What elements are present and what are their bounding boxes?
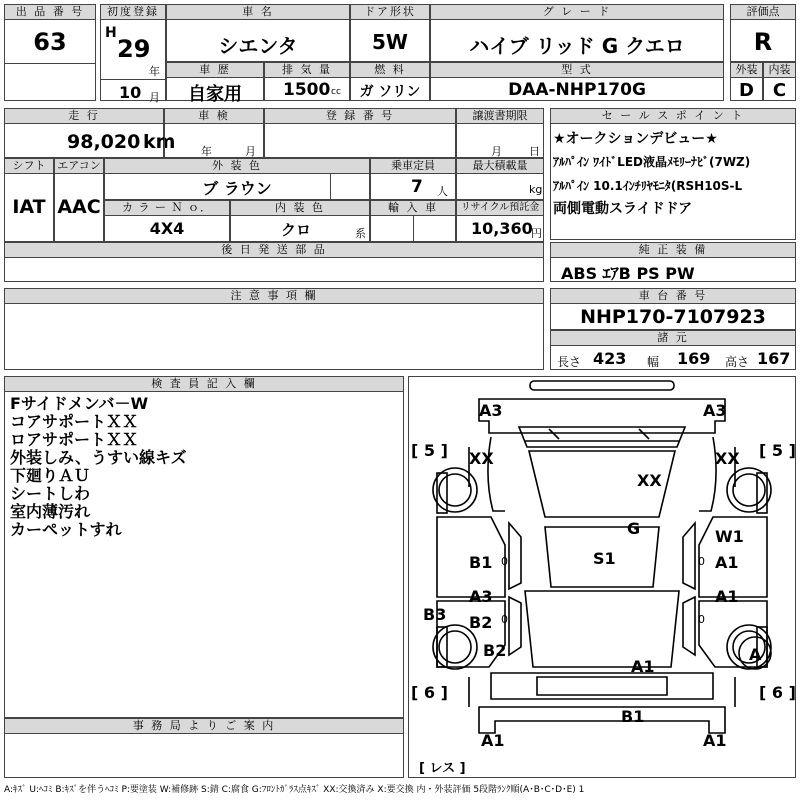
sales-point-line: ｱﾙﾊﾟｲﾝ 10.1ｲﾝﾁﾘﾔﾓﾆﾀ(RSH10S-L xyxy=(553,179,743,193)
dimensions-label: 諸 元 xyxy=(551,331,795,346)
shift-label: シフト xyxy=(5,159,53,174)
damage-mark-rear-glass: A1 xyxy=(631,657,655,676)
car-name-value: シエンタ xyxy=(218,34,298,58)
sales-points-box xyxy=(550,108,796,240)
grade-value: ハイブ リッド G クエロ xyxy=(469,34,685,58)
aircon-value: AAC xyxy=(57,196,101,218)
damage-mark-rear-bumper-left: A1 xyxy=(481,731,505,750)
color-number-label: カ ラ ー Ｎ ｏ． xyxy=(105,201,229,216)
legend-text: A:ｷｽﾞ U:ﾍｺﾐ B:ｷｽﾞを伴うﾍｺﾐ P:要塗装 W:補修跡 S:錆 C:腐食 G:ﾌﾛﾝﾄｶﾞﾗｽ点ｷｽﾞ XX:交換済み X:要交換 内・外装評価 5段階ﾗﾝｸ順(A･B･C･D･E) 1 xyxy=(4,785,585,795)
width-label: 幅 xyxy=(647,355,660,369)
shift-box xyxy=(4,158,54,242)
length-label: 長さ xyxy=(557,355,582,369)
genuine-equipment-box xyxy=(550,242,796,282)
transfer-deadline-box xyxy=(456,108,544,158)
width-value: 169 xyxy=(677,349,711,368)
damage-mark-left-fender: XX xyxy=(469,449,494,468)
inspector-note: ロアサポートＸＸ xyxy=(10,430,139,449)
inspector-note: 外装しみ、うすい線キズ xyxy=(10,448,187,467)
exterior-grade-box xyxy=(730,62,763,101)
displacement-label: 排 気 量 xyxy=(265,63,349,78)
interior-grade-box xyxy=(763,62,796,101)
lot-number-label: 出 品 番 号 xyxy=(5,5,95,20)
damage-mark-hood: XX xyxy=(637,471,662,490)
damage-mark-windshield: G xyxy=(627,519,641,538)
inspector-note: 室内薄汚れ xyxy=(10,502,91,521)
interior-color-box xyxy=(230,200,370,242)
recycle-value: 10,360 xyxy=(471,219,533,238)
model-code-box xyxy=(430,62,724,101)
capacity-unit: 人 xyxy=(437,185,448,198)
damage-mark-front-left: A3 xyxy=(479,401,503,420)
damage-mark-left-rear-door-1: A3 xyxy=(469,587,493,606)
bracket-rear-right: [ 6 ] xyxy=(759,683,796,702)
interior-color-label: 内 装 色 xyxy=(231,201,369,216)
score-label: 評価点 xyxy=(731,5,795,20)
grade-box xyxy=(430,4,724,62)
max-load-label: 最大積載量 xyxy=(457,159,543,174)
damage-mark-right-front-door-1: W1 xyxy=(715,527,744,546)
mileage-unit: km xyxy=(143,131,176,153)
door-type-label: ドア形状 xyxy=(351,5,429,20)
damage-mark-roof: S1 xyxy=(593,549,616,568)
height-label: 高さ xyxy=(725,355,750,369)
model-code-value: DAA-NHP170G xyxy=(508,80,646,100)
dimensions-box xyxy=(550,330,796,370)
bracket-front-left: [ 5 ] xyxy=(411,441,448,460)
interior-grade-value: C xyxy=(772,80,787,101)
damage-mark-right-rear-door: A1 xyxy=(715,587,739,606)
aircon-box xyxy=(54,158,104,242)
sales-points-label: セ ー ル ス ポ イ ン ト xyxy=(551,109,795,124)
inspection-year-unit: 年 xyxy=(201,145,212,158)
later-parts-box xyxy=(4,242,544,282)
import-label: 輸 入 車 xyxy=(371,201,455,216)
interior-color-unit: 系 xyxy=(355,227,366,240)
max-load-unit: kg xyxy=(529,183,543,196)
recycle-box xyxy=(456,200,544,242)
history-box xyxy=(166,62,264,105)
fuel-value: ガ ソリン xyxy=(359,84,421,100)
notes-box xyxy=(4,288,544,370)
car-name-label: 車 名 xyxy=(167,5,349,20)
model-code-label: 型 式 xyxy=(431,63,723,78)
damage-mark-left-side: B3 xyxy=(423,605,447,624)
height-value: 167 xyxy=(757,349,791,368)
registration-number-label: 登 録 番 号 xyxy=(265,109,455,124)
grade-label: グ レ ー ド xyxy=(431,5,723,20)
capacity-box xyxy=(370,158,456,200)
displacement-unit: cc xyxy=(331,87,341,97)
aircon-label: エアコン xyxy=(55,159,103,174)
sales-point-line: 両側電動スライドドア xyxy=(553,201,693,217)
chassis-box xyxy=(550,288,796,330)
chassis-value: NHP170-7107923 xyxy=(580,306,766,328)
office-notice-label: 事 務 局 よ り ご 案 内 xyxy=(5,719,403,734)
shift-value: IAT xyxy=(12,196,46,218)
exterior-color-label: 外 装 色 xyxy=(105,159,369,174)
transfer-month-unit: 月 xyxy=(491,145,502,158)
inspector-note: カーペットすれ xyxy=(10,520,122,539)
sales-point-line: ｱﾙﾊﾟｲﾝ ﾜｲﾄﾞLED液晶ﾒﾓﾘｰﾅﾋﾞ(7WZ) xyxy=(553,155,751,169)
exterior-color-value: ブ ラウン xyxy=(202,179,272,198)
later-parts-label: 後 日 発 送 部 品 xyxy=(5,243,543,258)
inspector-label: 検 査 員 記 入 欄 xyxy=(5,377,403,392)
zero-mark-right-rear: 0 xyxy=(698,613,705,626)
score-value: R xyxy=(753,28,773,56)
registration-number-box xyxy=(264,108,456,158)
first-registration-label: 初度登録 xyxy=(101,5,165,20)
fuel-label: 燃 料 xyxy=(351,63,429,78)
spare-tire-mark: [ レス ] xyxy=(419,761,466,776)
zero-mark-left-rear: 0 xyxy=(501,613,508,626)
registration-month: 10 xyxy=(119,83,142,102)
score-box xyxy=(730,4,796,62)
interior-grade-label: 内装 xyxy=(764,63,795,78)
damage-mark-right-front-door-2: A1 xyxy=(715,553,739,572)
damage-mark-right-fender: XX xyxy=(715,449,740,468)
history-value: 自家用 xyxy=(188,84,242,105)
bracket-rear-left: [ 6 ] xyxy=(411,683,448,702)
door-type-box xyxy=(350,4,430,62)
displacement-value: 1500 xyxy=(283,80,331,100)
interior-color-value: クロ xyxy=(281,221,312,239)
inspector-note: Fサイドメンバ－W xyxy=(10,394,149,413)
office-notice-box xyxy=(4,718,404,778)
lot-number-box xyxy=(4,4,96,101)
fuel-box xyxy=(350,62,430,101)
door-type-value: 5W xyxy=(372,30,408,54)
lot-number-value: 63 xyxy=(33,28,67,56)
exterior-grade-value: D xyxy=(739,80,754,101)
color-number-box xyxy=(104,200,230,242)
genuine-equipment-value: ABS ｴｱB PS PW xyxy=(561,264,695,283)
registration-year: 29 xyxy=(117,35,151,63)
damage-mark-rear-bumper-right: A1 xyxy=(703,731,727,750)
import-box xyxy=(370,200,456,242)
mileage-box xyxy=(4,108,176,158)
color-number-value: 4X4 xyxy=(149,219,185,238)
inspector-box xyxy=(4,376,404,718)
sales-point-line: ★オークションデビュー★ xyxy=(553,131,718,147)
mileage-label: 走 行 xyxy=(5,109,163,124)
month-unit: 月 xyxy=(149,91,160,104)
inspection-label: 車 検 xyxy=(165,109,263,124)
era-value: H xyxy=(105,25,117,41)
max-load-box xyxy=(456,158,544,200)
car-name-box xyxy=(166,4,350,62)
displacement-box xyxy=(264,62,350,101)
recycle-unit: 円 xyxy=(531,227,542,240)
notes-label: 注 意 事 項 欄 xyxy=(5,289,543,304)
zero-mark-left: 0 xyxy=(501,555,508,568)
inspector-note: 下廻りＡＵ xyxy=(10,466,91,485)
damage-mark-rear-panel: B1 xyxy=(621,707,645,726)
zero-mark-right: 0 xyxy=(698,555,705,568)
damage-mark-front-right: A3 xyxy=(703,401,727,420)
inspection-month-unit: 月 xyxy=(245,145,256,158)
damage-mark-left-front-door: B1 xyxy=(469,553,493,572)
damage-mark-left-rear-door-2: B2 xyxy=(469,613,493,632)
transfer-day-unit: 日 xyxy=(529,145,540,158)
car-diagram xyxy=(409,377,795,777)
inspection-box xyxy=(164,108,264,158)
first-registration-box xyxy=(100,4,166,104)
genuine-equipment-label: 純 正 装 備 xyxy=(551,243,795,258)
damage-mark-left-rear-quarter: B2 xyxy=(483,641,507,660)
transfer-deadline-label: 譲渡書期限 xyxy=(457,109,543,124)
mileage-value: 98,020 xyxy=(67,131,141,153)
exterior-grade-label: 外装 xyxy=(731,63,762,78)
length-value: 423 xyxy=(593,349,627,368)
year-unit: 年 xyxy=(149,65,160,78)
damage-mark-right-rear-wheel: A xyxy=(749,645,762,664)
car-diagram-box xyxy=(408,376,796,778)
history-label: 車 歴 xyxy=(167,63,263,78)
chassis-label: 車 台 番 号 xyxy=(551,289,795,304)
bracket-front-right: [ 5 ] xyxy=(759,441,796,460)
capacity-value: 7 xyxy=(411,177,423,197)
capacity-label: 乗車定員 xyxy=(371,159,455,174)
inspector-note: コアサポートＸＸ xyxy=(10,412,139,431)
recycle-label: リサイクル預託金 xyxy=(457,201,543,216)
inspector-note: シートしわ xyxy=(10,484,91,503)
